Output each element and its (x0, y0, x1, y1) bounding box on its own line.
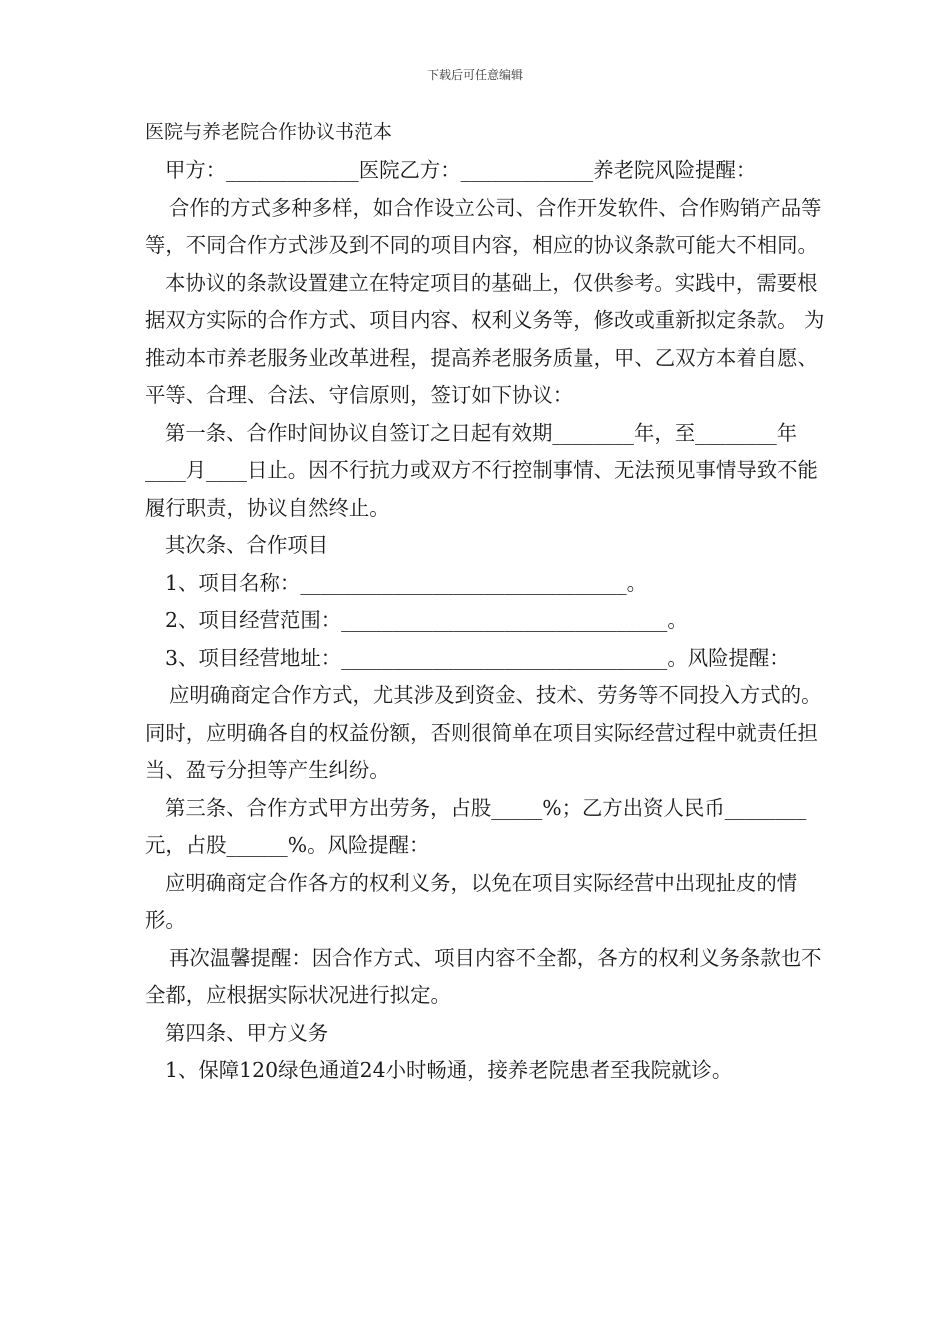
paragraph: 应明确商定合作各方的权利义务，以免在项目实际经营中出现扯皮的情形。 (145, 870, 798, 932)
party-line: 甲方：_____________医院乙方：_____________养老院风险提醒： (165, 158, 757, 182)
article-4-heading: 第四条、甲方义务 (165, 1020, 329, 1045)
document-body (145, 112, 825, 1090)
project-scope-line: 2、项目经营范围：________________________________。 (165, 608, 688, 632)
paragraph: 本协议的条款设置建立在特定项目的基础上，仅供参考。实践中，需要根据双方实际的合作方式、项目内容、权利义务等，修改或重新拟定条款。 为推动本市养老服务业改革进程，提高养老服务质量，甲、乙双方本着自愿、平等、合理、合法、守信原则，签订如下协议： (145, 270, 825, 407)
article-3: 第三条、合作方式甲方出劳务，占股_____%；乙方出资人民币________元，占股______%。风险提醒： (145, 795, 807, 857)
reminder: 再次温馨提醒：因合作方式、项目内容不全都，各方的权利义务条款也不全都，应根据实际状况进行拟定。 (145, 945, 822, 1007)
project-name-line: 1、项目名称：________________________________。 (165, 570, 647, 595)
article-1: 第一条、合作时间协议自签订之日起有效期________年，至________年____月____日止。因不行抗力或双方不行控制事情、无法预见事情导致不能履行职责，协议自然终止。 (145, 420, 818, 520)
document-title: 医院与养老院合作协议书范本 (145, 121, 393, 143)
article-2-heading: 其次条、合作项目 (165, 533, 329, 557)
obligation-item: 1、保障120绿色通道24小时畅通，接养老院患者至我院就诊。 (165, 1058, 733, 1082)
paragraph: 合作的方式多种多样，如合作设立公司、合作开发软件、合作购销产品等等，不同合作方式涉及到不同的项目内容，相应的协议条款可能大不相同。 (145, 195, 822, 257)
project-address-line: 3、项目经营地址：________________________________。风险提醒： (165, 645, 790, 670)
paragraph: 应明确商定合作方式，尤其涉及到资金、技术、劳务等不同投入方式的。同时，应明确各自的权益份额，否则很简单在项目实际经营过程中就责任担当、盈亏分担等产生纠纷。 (145, 683, 822, 782)
page-header: 下载后可任意编辑 (426, 68, 523, 82)
